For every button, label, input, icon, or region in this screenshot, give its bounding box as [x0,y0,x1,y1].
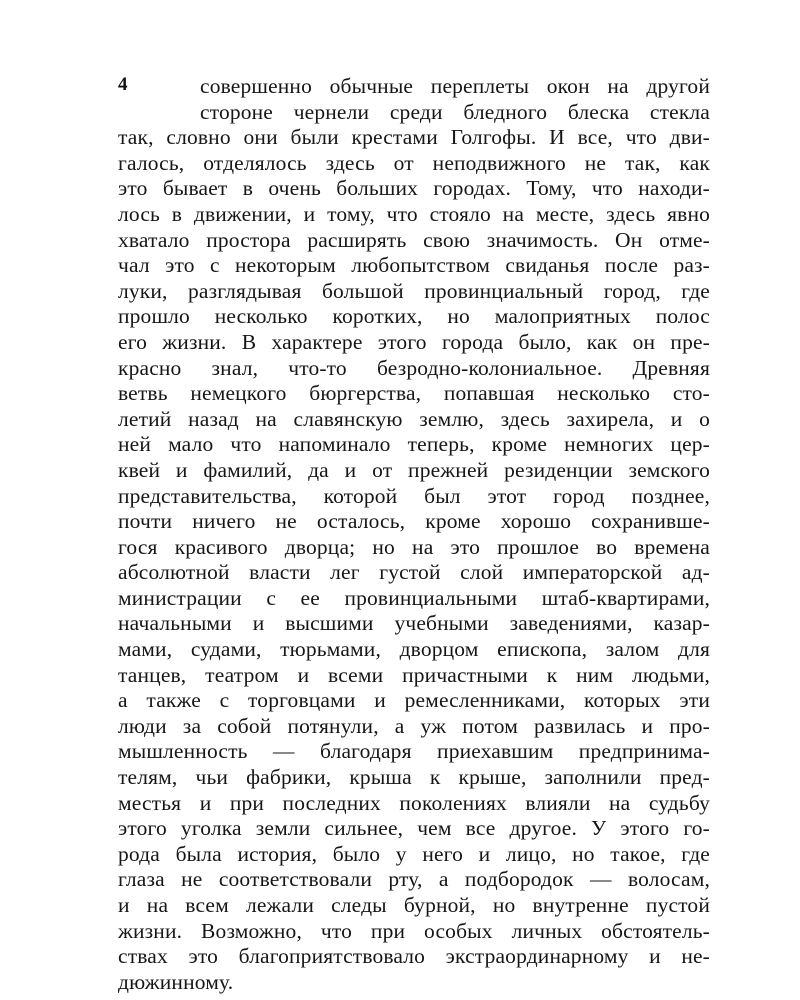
text-line: телям, чьи фабрики, крыша к крыше, заполнили пред- [118,765,710,790]
text-line: глаза не соответствовали рту, а подбородок — волосам, [118,867,710,892]
text-line: лось в движении, и тому, что стояло на месте, здесь явно [118,201,710,226]
text-line: чал это с некоторым любопытством свиданья после раз- [118,253,710,278]
text-line: красно знал, что-то безродно-колониальное. Древняя [118,355,710,380]
text-line: а также с торговцами и ремесленниками, которых эти [118,688,710,713]
text-line: квей и фамилий, да и от прежней резиденции земского [118,457,710,482]
text-line: мами, судами, тюрьмами, дворцом епископа, залом для [118,637,710,662]
text-line: стороне чернели среди бледного блеска стекла [200,99,710,124]
text-line: галось, отделялось здесь от неподвижного не так, как [118,150,710,175]
text-line: мышленность — благодаря приехавшим предпринима- [118,739,710,764]
text-line: жизни. Возможно, что при особых личных обстоятель- [118,918,710,943]
page-number: 4 [118,74,128,95]
text-line: почти ничего не осталось, кроме хорошо сохранивше- [118,509,710,534]
text-line: хватало простора расширять свою значимость. Он отме- [118,227,710,252]
text-line: и на всем лежали следы бурной, но внутренне пустой [118,893,710,917]
text-line: рода была история, было у него и лицо, но такое, где [118,841,710,866]
text-line: начальными и высшими учебными заведениями, казар- [118,611,710,636]
text-line: министрации с ее провинциальными штаб-квартирами, [118,585,710,610]
text-line: его жизни. В характере этого города было, как он пре- [118,329,710,354]
text-line: ствах это благоприятствовало экстраординарному и не- [118,944,710,969]
text-line: местья и при последних поколениях влияли на судьбу [118,790,710,815]
body-text [118,74,710,995]
text-line: прошло несколько коротких, но малоприятных полос [118,304,710,329]
text-line: летий назад на славянскую землю, здесь захирела, и о [118,406,710,431]
text-line: этого уголка земли сильнее, чем все другое. У этого го- [118,816,710,841]
text-line: ней мало что напоминало теперь, кроме немногих цер- [118,432,710,457]
text-line: дюжинному. [118,969,234,994]
text-line: гося красивого дворца; но на это прошлое во времена [118,534,710,559]
text-line: так, словно они были крестами Голгофы. И все, что дви- [118,125,710,150]
text-line: совершенно обычные переплеты окон на другой [200,74,710,98]
text-line: луки, разглядывая большой провинциальный город, где [118,278,710,303]
text-line: это бывает в очень больших городах. Тому, что находи- [118,176,710,201]
text-line: люди за собой потянули, а уж потом развилась и про- [118,713,710,738]
text-line: ветвь немецкого бюргерства, попавшая несколько сто- [118,381,710,406]
text-line: представительства, которой был этот город позднее, [118,483,710,508]
text-line: танцев, театром и всеми причастными к ним людьми, [118,662,710,687]
text-line: абсолютной власти лег густой слой императорской ад- [118,560,710,585]
